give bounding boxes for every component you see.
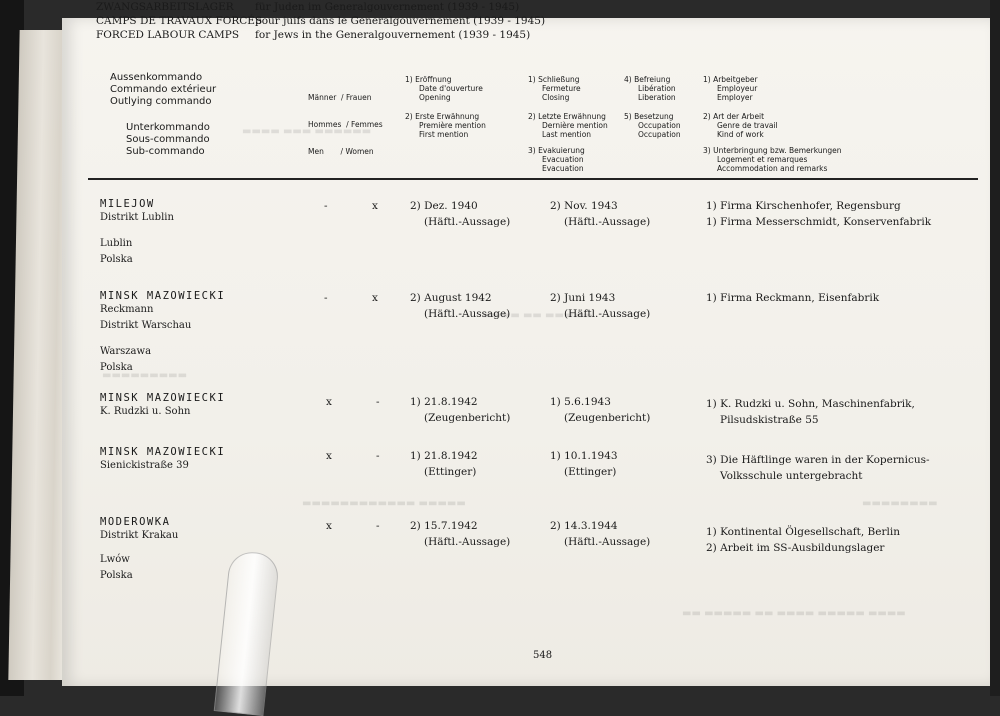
evacuation-en: Evacuation	[542, 164, 584, 173]
occupation-en: Occupation	[638, 130, 681, 139]
liberation-header	[624, 75, 676, 102]
entry-sub: K. Rudzki u. Sohn	[100, 406, 191, 417]
entry-men: x	[326, 520, 332, 532]
accommodation-de: 3) Unterbringung bzw. Bemerkungen	[703, 146, 842, 155]
closing-source: (Häftl.-Aussage)	[564, 308, 651, 320]
remark-line: 1) Firma Reckmann, Eisenfabrik	[706, 292, 880, 304]
kind-of-work-fr: Genre de travail	[717, 121, 778, 130]
employer-en: Employer	[717, 93, 753, 102]
header-subtitle-block	[255, 0, 545, 42]
evacuation-header	[528, 146, 585, 173]
opening-en: Opening	[419, 93, 451, 102]
first-mention-de: 2) Erste Erwähnung	[405, 112, 480, 121]
last-mention-de: 2) Letzte Erwähnung	[528, 112, 606, 121]
header-title-fr: CAMPS DE TRAVAUX FORCÉS	[96, 15, 263, 27]
entry-milejow	[100, 198, 174, 268]
entry-minsk-sienicki	[100, 446, 225, 474]
unterkommando-fr: Sous-commando	[126, 134, 210, 145]
header-title-block	[96, 0, 262, 42]
opening-source: (Häftl.-Aussage)	[424, 216, 511, 228]
entry-sub: Reckmann	[100, 304, 154, 315]
header-subtitle-fr: pour juifs dans le Generalgouvernement (1939 - 1945)	[255, 15, 546, 27]
opening-fr: Date d'ouverture	[419, 84, 483, 93]
bleed-through: ▬▬▬▬▬▬▬▬	[862, 498, 938, 509]
bleed-through: ▬▬ ▬▬▬▬▬ ▬▬ ▬▬▬▬ ▬▬▬▬▬ ▬▬▬▬	[682, 608, 906, 619]
opening-date: 1) 21.8.1942	[410, 396, 478, 408]
right-edge-shadow	[990, 0, 1000, 696]
entry-remarks	[706, 452, 930, 484]
unterkommando-label	[126, 122, 210, 158]
aussenkommando-de: Aussenkommando	[110, 72, 203, 83]
accommodation-fr: Logement et remarques	[717, 155, 808, 164]
bleed-through: ▬▬▬▬▬▬▬▬▬▬▬▬ ▬▬▬▬▬	[302, 498, 466, 509]
entry-opening	[410, 290, 510, 322]
entry-women: x	[372, 200, 378, 212]
bleed-through: ▬▬▬▬ ▬▬▬ ▬▬▬▬▬▬	[242, 126, 372, 137]
entry-men: x	[326, 450, 332, 462]
first-mention-header	[405, 112, 486, 139]
evacuation-fr: Evacuation	[542, 155, 584, 164]
entry-remarks	[706, 198, 931, 230]
opening-date: 1) 21.8.1942	[410, 450, 478, 462]
entry-minsk-rudzki	[100, 392, 225, 420]
closing-date: 1) 10.1.1943	[550, 450, 618, 462]
entry-name: MINSK MAZOWIECKI	[100, 392, 226, 404]
header-subtitle-de: für Juden im Generalgouvernement (1939 - 1945)	[255, 1, 520, 13]
entry-men: -	[324, 292, 328, 304]
first-mention-en: First mention	[419, 130, 469, 139]
entry-sub: Distrikt Lublin	[100, 212, 174, 223]
entry-opening	[410, 448, 478, 480]
entry-sub: Sienickistraße 39	[100, 460, 189, 471]
entry-sub: Distrikt Warschau	[100, 320, 192, 331]
entry-closing	[550, 198, 650, 230]
men-women-fr: Hommes / Femmes	[308, 120, 383, 129]
unterkommando-en: Sub-commando	[126, 146, 205, 157]
unterkommando-de: Unterkommando	[126, 122, 210, 133]
entry-closing	[550, 290, 650, 322]
entry-minsk-reckmann	[100, 290, 225, 376]
entry-country: Polska	[100, 254, 133, 265]
header-title-en: FORCED LABOUR CAMPS	[96, 29, 240, 41]
closing-en: Closing	[542, 93, 570, 102]
opening-source: (Häftl.-Aussage)	[424, 308, 511, 320]
entry-closing	[550, 448, 618, 480]
header-divider	[88, 178, 978, 180]
remark-line: 3) Die Häftlinge waren in der Kopernicus-	[706, 454, 930, 466]
entry-moderowka	[100, 516, 178, 584]
entry-country: Polska	[100, 362, 133, 373]
remark-line: 2) Arbeit im SS-Ausbildungslager	[706, 542, 885, 554]
remark-line: 1) Firma Messerschmidt, Konservenfabrik	[706, 216, 932, 228]
men-women-de: Männer / Frauen	[308, 93, 372, 102]
header-subtitle-en: for Jews in the Generalgouvernement (1939 - 1945)	[255, 29, 531, 41]
evacuation-de: 3) Evakuierung	[528, 146, 585, 155]
closing-de: 1) Schließung	[528, 75, 580, 84]
entry-opening	[410, 198, 510, 230]
closing-date: 2) Juni 1943	[550, 292, 616, 304]
accommodation-en: Accommodation and remarks	[717, 164, 828, 173]
entry-men: x	[326, 396, 332, 408]
entry-region: Warszawa	[100, 346, 152, 357]
closing-fr: Fermeture	[542, 84, 581, 93]
page-number: 548	[533, 650, 553, 661]
entry-remarks	[706, 524, 900, 556]
opening-de: 1) Eröffnung	[405, 75, 452, 84]
aussenkommando-label	[110, 72, 216, 108]
entry-women: -	[376, 450, 380, 462]
closing-source: (Zeugenbericht)	[564, 412, 651, 424]
entry-name: MINSK MAZOWIECKI	[100, 290, 226, 302]
closing-date: 2) 14.3.1944	[550, 520, 618, 532]
liberation-de: 4) Befreiung	[624, 75, 671, 84]
closing-source: (Häftl.-Aussage)	[564, 536, 651, 548]
remark-line: 1) Firma Kirschenhofer, Regensburg	[706, 200, 901, 212]
first-mention-fr: Première mention	[419, 121, 486, 130]
opening-source: (Zeugenbericht)	[424, 412, 511, 424]
header-title-de: ZWANGSARBEITSLAGER	[96, 1, 234, 13]
entry-opening	[410, 518, 510, 550]
opening-date: 2) Dez. 1940	[410, 200, 478, 212]
opening-source: (Ettinger)	[424, 466, 477, 478]
entry-closing	[550, 394, 650, 426]
last-mention-en: Last mention	[542, 130, 592, 139]
last-mention-header	[528, 112, 608, 139]
entry-closing	[550, 518, 650, 550]
entry-region: Lublin	[100, 238, 133, 249]
occupation-de: 5) Besetzung	[624, 112, 674, 121]
entry-women: -	[376, 520, 380, 532]
entry-name: MINSK MAZOWIECKI	[100, 446, 226, 458]
entry-women: -	[376, 396, 380, 408]
entry-remarks	[706, 396, 915, 428]
opening-date: 2) August 1942	[410, 292, 492, 304]
kind-of-work-de: 2) Art der Arbeit	[703, 112, 765, 121]
closing-source: (Ettinger)	[564, 466, 617, 478]
entry-opening	[410, 394, 510, 426]
opening-source: (Häftl.-Aussage)	[424, 536, 511, 548]
aussenkommando-en: Outlying commando	[110, 96, 212, 107]
bleed-through: ▬▬▬▬▬▬▬▬▬	[102, 370, 188, 381]
liberation-fr: Libération	[638, 84, 676, 93]
employer-header	[703, 75, 758, 102]
remark-line: Pilsudskistraße 55	[720, 414, 819, 426]
entry-name: MILEJOW	[100, 198, 155, 210]
closing-date: 2) Nov. 1943	[550, 200, 618, 212]
occupation-header	[624, 112, 681, 139]
liberation-en: Liberation	[638, 93, 676, 102]
occupation-fr: Occupation	[638, 121, 681, 130]
remark-line: 1) K. Rudzki u. Sohn, Maschinenfabrik,	[706, 398, 915, 410]
opening-date: 2) 15.7.1942	[410, 520, 478, 532]
men-women-header	[308, 75, 383, 165]
entry-country: Polska	[100, 570, 133, 581]
men-women-en: Men / Women	[308, 147, 374, 156]
opening-header	[405, 75, 483, 102]
aussenkommando-fr: Commando extérieur	[110, 84, 217, 95]
employer-fr: Employeur	[717, 84, 758, 93]
closing-source: (Häftl.-Aussage)	[564, 216, 651, 228]
employer-de: 1) Arbeitgeber	[703, 75, 758, 84]
entry-remarks	[706, 290, 879, 306]
kind-of-work-header	[703, 112, 778, 139]
kind-of-work-en: Kind of work	[717, 130, 764, 139]
bleed-through: ▬▬▬▬ ▬▬ ▬▬▬▬▬	[482, 310, 593, 321]
entry-sub: Distrikt Krakau	[100, 530, 179, 541]
entry-region: Lwów	[100, 554, 130, 565]
accommodation-header	[703, 146, 841, 173]
entry-women: x	[372, 292, 378, 304]
closing-date: 1) 5.6.1943	[550, 396, 611, 408]
last-mention-fr: Dernière mention	[542, 121, 608, 130]
entry-men: -	[324, 200, 328, 212]
remark-line: Volksschule untergebracht	[720, 470, 863, 482]
entry-name: MODEROWKA	[100, 516, 171, 528]
remark-line: 1) Kontinental Ölgesellschaft, Berlin	[706, 526, 900, 538]
closing-header	[528, 75, 581, 102]
